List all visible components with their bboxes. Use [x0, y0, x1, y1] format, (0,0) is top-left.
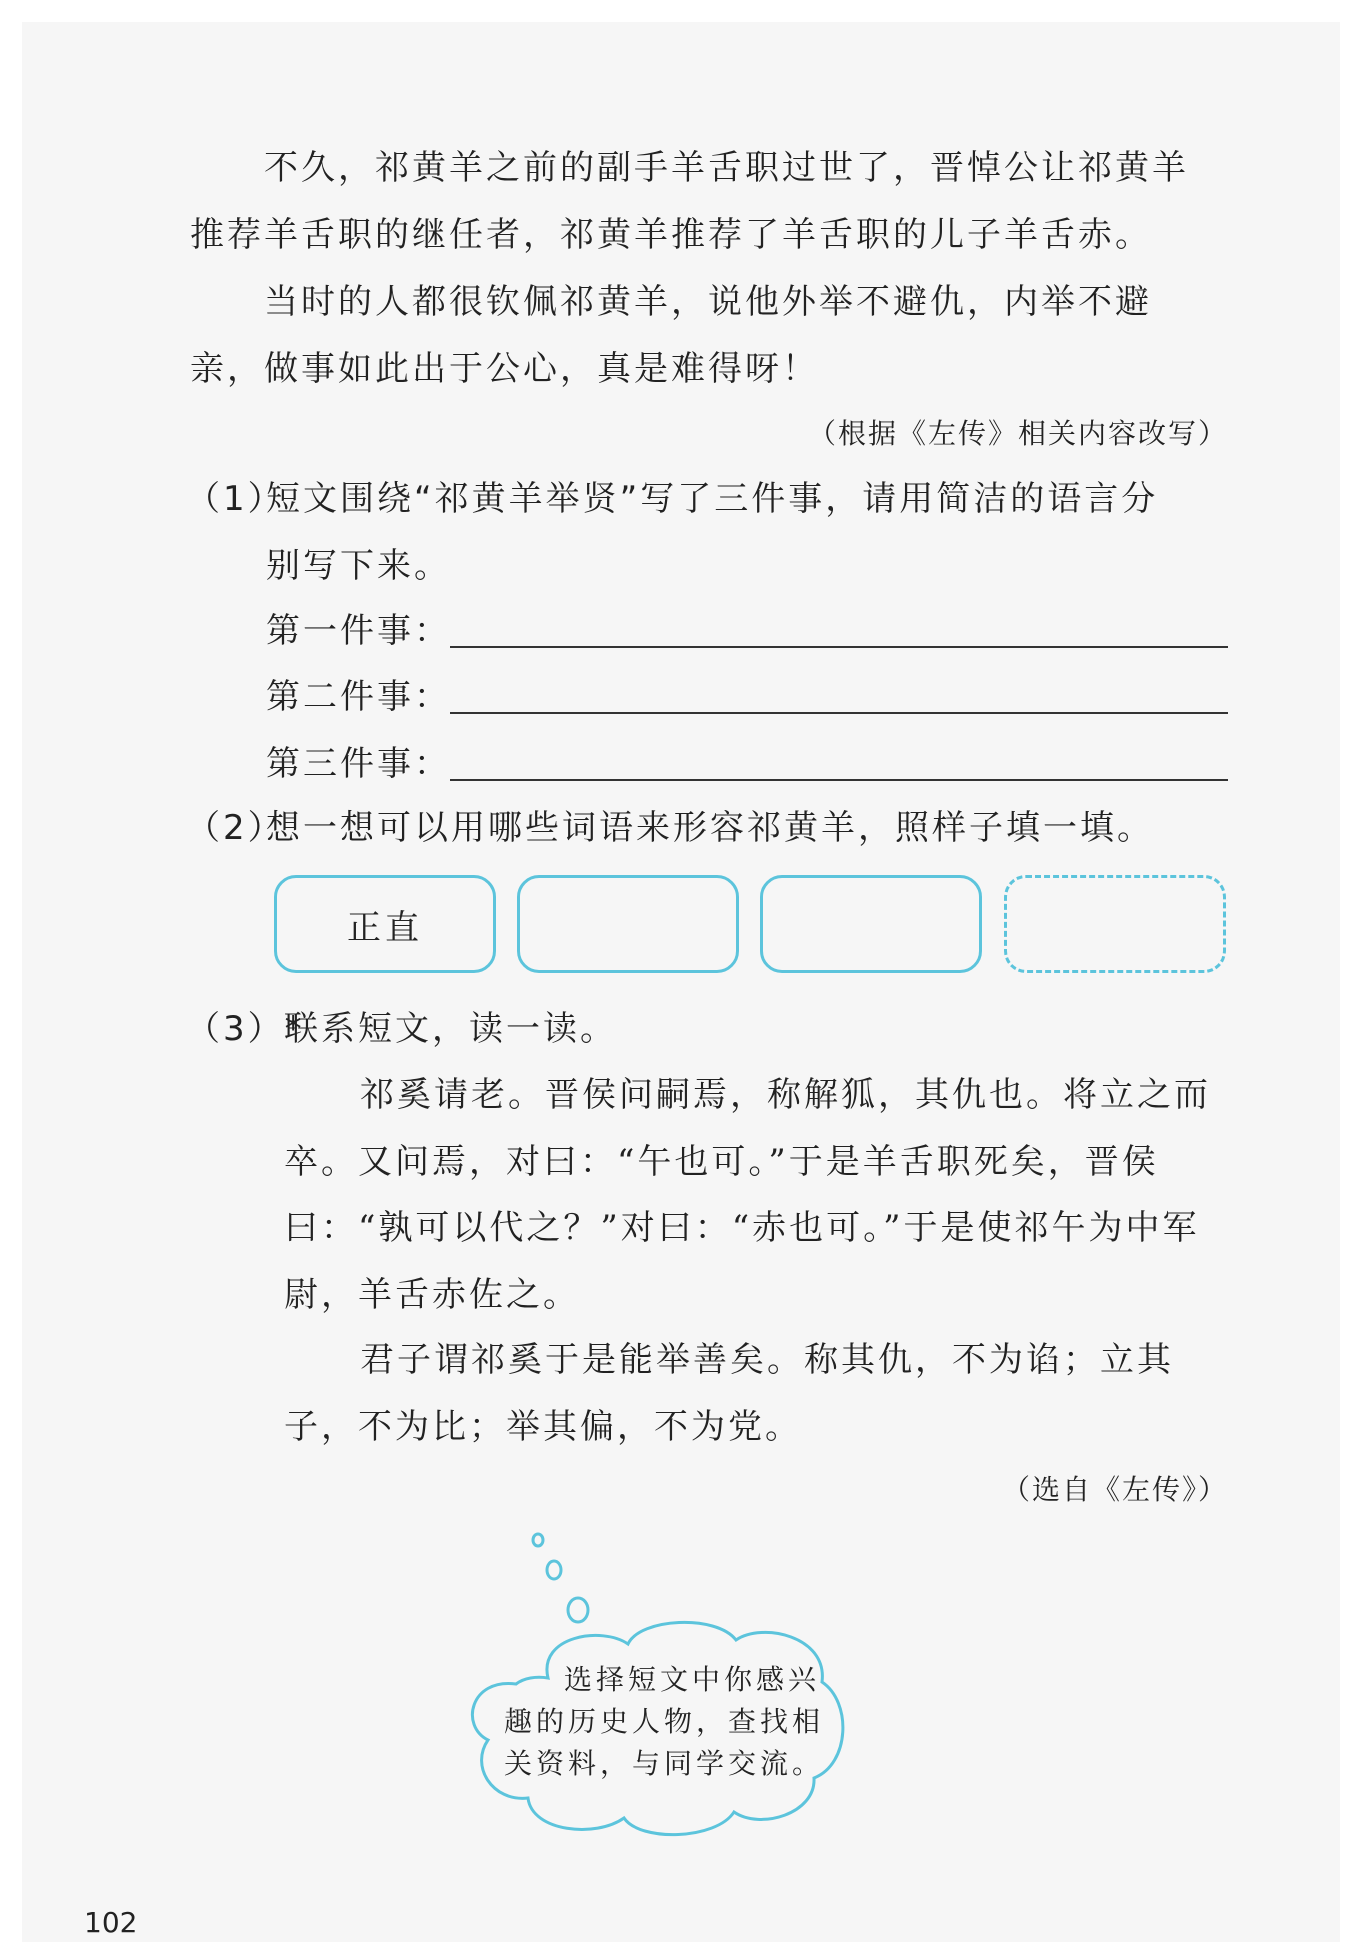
classical-source: （选自《左传》） [1001, 1473, 1228, 1506]
page-number: 102 [84, 1906, 138, 1939]
passage-line: 当时的人都很钦佩祁黄羊，说他外举不避仇，内举不避 [264, 282, 1152, 322]
example-word-box: 正直 [274, 875, 496, 973]
thought-bubble [440, 1526, 858, 1846]
question-1-text: 短文围绕“祁黄羊举贤”写了三件事，请用简洁的语言分 [266, 479, 1159, 519]
classical-text-line: 君子谓祁奚于是能举善矣。称其仇，不为谄；立其 [360, 1340, 1174, 1380]
bubble-text-line: 选择短文中你感兴 [564, 1663, 821, 1696]
classical-text-line: 曰：“孰可以代之？”对曰：“赤也可。”于是使祁午为中军 [284, 1208, 1200, 1248]
question-2-text: 想一想可以用哪些词语来形容祁黄羊，照样子填一填。 [266, 808, 1154, 848]
passage-line: 不久，祁黄羊之前的副手羊舌职过世了，晋悼公让祁黄羊 [264, 148, 1189, 188]
blank-label-1: 第一件事： [266, 611, 451, 651]
bubble-text-line: 趣的历史人物，查找相 [504, 1705, 825, 1738]
blank-label-2: 第二件事： [266, 677, 451, 717]
answer-blank-1[interactable] [450, 646, 1228, 648]
question-3-text: 联系短文，读一读。 [284, 1009, 617, 1049]
word-box-2[interactable] [517, 875, 739, 973]
question-2-number: （2） [186, 808, 285, 848]
classical-text-line: 卒。又问焉，对曰：“午也可。”于是羊舌职死矣，晋侯 [284, 1142, 1159, 1182]
word-box-optional[interactable] [1004, 875, 1226, 973]
classical-text-line: 祁奚请老。晋侯问嗣焉，称解狐，其仇也。将立之而 [360, 1075, 1211, 1115]
question-1-number: （1） [186, 479, 285, 519]
blank-label-3: 第三件事： [266, 744, 451, 784]
bubble-text-line: 关资料，与同学交流。 [504, 1747, 825, 1780]
passage-source: （根据《左传》相关内容改写） [807, 417, 1228, 450]
classical-text-line: 子，不为比；举其偏，不为党。 [284, 1407, 802, 1447]
passage-line: 推荐羊舌职的继任者，祁黄羊推荐了羊舌职的儿子羊舌赤。 [190, 215, 1152, 255]
answer-blank-2[interactable] [450, 712, 1228, 714]
answer-blank-3[interactable] [450, 779, 1228, 781]
passage-line: 亲，做事如此出于公心，真是难得呀！ [190, 349, 819, 389]
question-1-text: 别写下来。 [266, 546, 451, 586]
classical-text-line: 尉，羊舌赤佐之。 [284, 1275, 580, 1315]
word-box-3[interactable] [760, 875, 982, 973]
question-3-number: （3）* [186, 1009, 305, 1049]
